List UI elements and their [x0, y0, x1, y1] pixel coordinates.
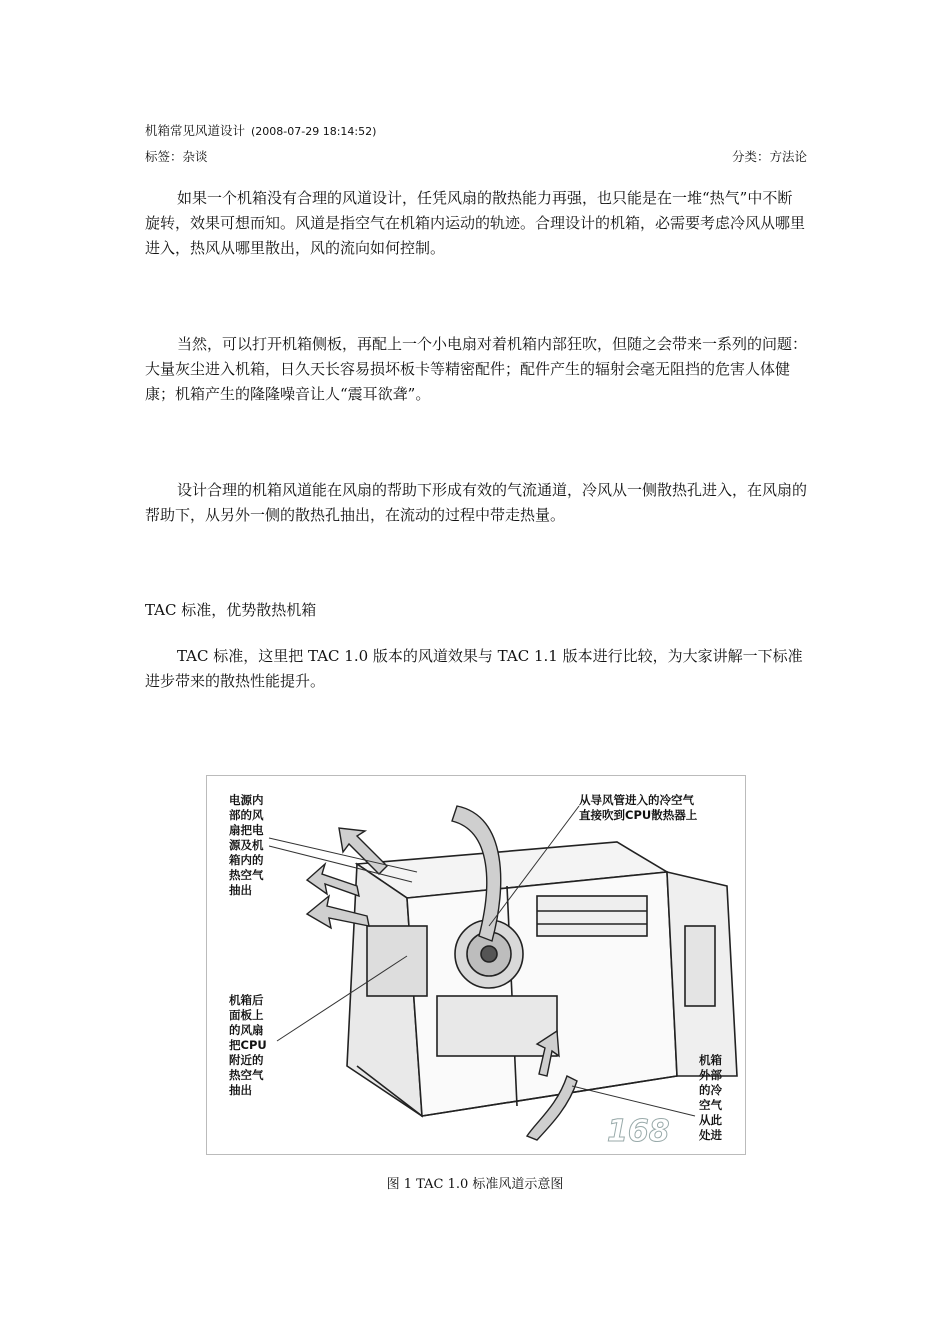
svg-text:面板上: 面板上	[229, 1008, 264, 1022]
svg-text:空气: 空气	[699, 1098, 722, 1112]
svg-text:从此: 从此	[699, 1113, 722, 1127]
svg-text:抽出: 抽出	[229, 883, 252, 897]
label-cold-air-intake	[698, 1053, 722, 1142]
label-psu-fan	[229, 793, 264, 897]
svg-text:附近的: 附近的	[229, 1053, 264, 1067]
paragraph-3: 设计合理的机箱风道能在风扇的帮助下形成有效的气流通道，冷风从一侧散热孔进入，在风扇的帮助下，从另外一侧的散热孔抽出，在流动的过程中带走热量。	[145, 481, 808, 524]
svg-text:处进: 处进	[699, 1128, 722, 1142]
svg-text:的风扇: 的风扇	[229, 1023, 264, 1037]
paragraph-2: 当然，可以打开机箱侧板，再配上一个小电扇对着机箱内部狂吹，但随之会带来一系列的问题：大量灰尘进入机箱，日久天长容易损坏板卡等精密配件；配件产生的辐射会毫无阻挡的危害人体健康；机箱产生的隆隆噪音让人“震耳欲聋”。	[145, 335, 808, 403]
svg-text:从导风管进入的冷空气: 从导风管进入的冷空气	[579, 793, 694, 807]
svg-text:箱内的: 箱内的	[229, 853, 264, 867]
article-tags: 标签：杂谈	[145, 149, 208, 164]
section-heading: TAC 标准，优势散热机箱	[145, 601, 317, 619]
svg-text:热空气: 热空气	[229, 868, 264, 882]
svg-text:外部: 外部	[699, 1068, 722, 1082]
svg-text:部的风: 部的风	[229, 808, 264, 822]
svg-text:热空气: 热空气	[229, 1068, 264, 1082]
article-datetime: (2008-07-29 18:14:52)	[251, 125, 377, 138]
svg-text:电源内: 电源内	[229, 793, 264, 807]
case-airflow-illustration	[207, 776, 745, 1154]
label-air-duct	[579, 793, 698, 822]
svg-text:直接吹到CPU散热器上: 直接吹到CPU散热器上	[579, 808, 698, 822]
article-title-line	[145, 121, 807, 139]
svg-text:的冷: 的冷	[699, 1083, 722, 1097]
label-rear-fan	[229, 993, 267, 1097]
section-paragraph: TAC 标准，这里把 TAC 1.0 版本的风道效果与 TAC 1.1 版本进行比较，为大家讲解一下标准进步带来的散热性能提升。	[145, 647, 803, 690]
article-title: 机箱常见风道设计	[145, 123, 246, 138]
svg-text:机箱: 机箱	[699, 1053, 722, 1067]
watermark-logo: 168	[607, 1114, 670, 1149]
figure-caption: 图 1 TAC 1.0 标准风道示意图	[386, 1177, 564, 1192]
svg-text:把CPU: 把CPU	[229, 1038, 267, 1052]
figure-airflow-diagram	[206, 775, 746, 1155]
svg-text:扇把电: 扇把电	[229, 823, 264, 837]
article-category: 分类：方法论	[731, 149, 807, 164]
article-meta-line	[145, 147, 807, 165]
svg-text:抽出: 抽出	[229, 1083, 252, 1097]
svg-text:源及机: 源及机	[229, 838, 264, 852]
svg-text:机箱后: 机箱后	[229, 993, 264, 1007]
paragraph-1: 如果一个机箱没有合理的风道设计，任凭风扇的散热能力再强，也只能是在一堆“热气”中不断旋转，效果可想而知。风道是指空气在机箱内运动的轨迹。合理设计的机箱，必需要考虑冷风从哪里进入，热风从哪里散出，风的流向如何控制。	[145, 189, 806, 257]
